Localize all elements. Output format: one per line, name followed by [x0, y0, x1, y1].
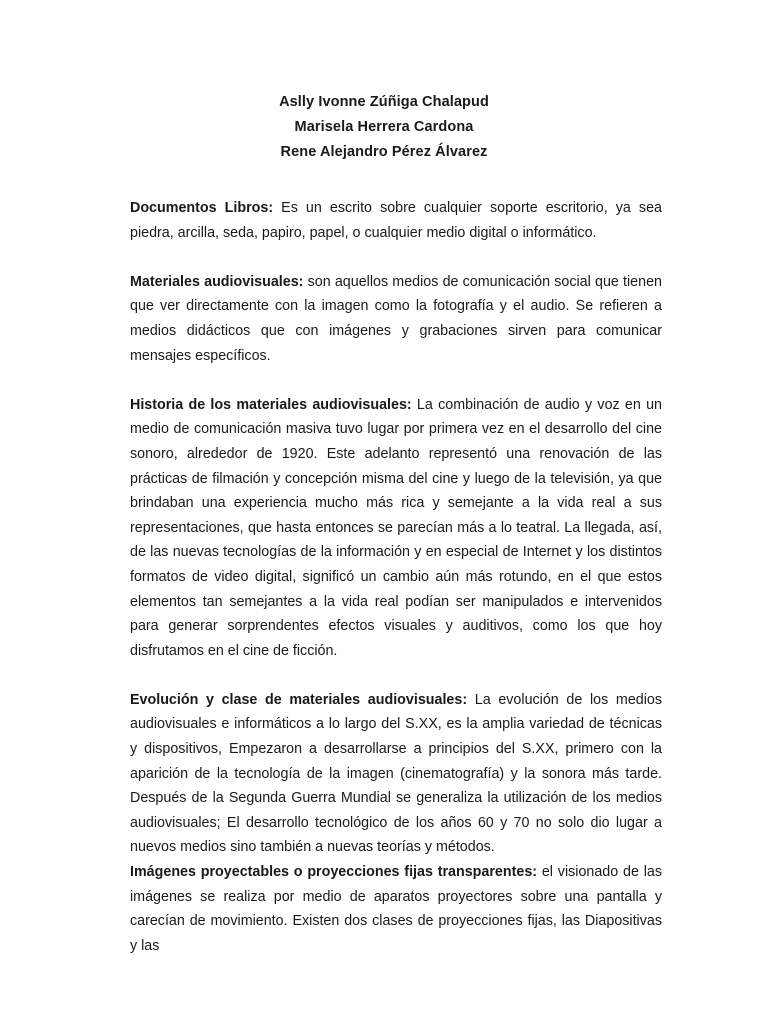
paragraph-evolucion — [130, 688, 662, 860]
paragraph-documentos-libros — [130, 196, 662, 245]
author-name: Rene Alejandro Pérez Álvarez — [280, 144, 488, 160]
paragraph-term: Documentos Libros: — [130, 200, 274, 216]
paragraph-term: Imágenes proyectables o proyecciones fijas transparentes: — [130, 864, 538, 881]
author-name: Aslly Ivonne Zúñiga Chalapud — [279, 94, 489, 110]
paragraph-materiales-audiovisuales — [130, 270, 662, 368]
paragraph-text: son aquellos medios de comunicación social que tienen que ver directamente con la imagen como la fotografía y el audio. Se refieren a medios didácticos que con imágenes y grabaciones sirven para comunicar mensajes específicos. — [130, 273, 662, 364]
paragraph-historia — [130, 393, 662, 664]
paragraph-term: Evolución y clase de materiales audiovisuales: — [130, 691, 468, 708]
document-body — [130, 196, 662, 958]
author-name: Marisela Herrera Cardona — [294, 119, 474, 135]
author-list — [0, 90, 768, 165]
paragraph-text: La evolución de los medios audiovisuales e informáticos a lo largo del S.XX, es la amplia variedad de técnicas y dispositivos, Empezaron a desarrollarse a principios del S.XX, primero con la aparición de la tecnología de la imagen (cinematografía) y la sonora más tarde. Después de la Segunda Guerra Mundial se generaliza la utilización de los medios audiovisuales; El desarrollo tecnológico de los años 60 y 70 no solo dio lugar a nuevos medios sino también a nuevas teorías y métodos. — [130, 691, 662, 856]
paragraph-text: el visionado de las imágenes se realiza por medio de aparatos proyectores sobre una pantalla y carecían de movimiento. Existen dos clases de proyecciones fijas, las Diapositivas y las — [130, 864, 662, 954]
paragraph-imagenes-proyectables — [130, 860, 662, 958]
paragraph-text: Es un escrito sobre cualquier soporte escritorio, ya sea piedra, arcilla, seda, papiro, papel, o cualquier medio digital o informático. — [130, 200, 662, 241]
paragraph-term: Historia de los materiales audiovisuales: — [130, 396, 412, 413]
paragraph-term: Materiales audiovisuales: — [130, 273, 304, 290]
paragraph-text: La combinación de audio y voz en un medio de comunicación masiva tuvo lugar por primera vez en el desarrollo del cine sonoro, alrededor de 1920. Este adelanto representó una renovación de las prácticas de filmación y concepción misma del cine y luego de la televisión, ya que brindaban una experiencia mucho más rica y semejante a la vida real a sus representaciones, que hasta entonces se parecían más a lo teatral. La llegada, así, de las nuevas tecnologías de la información y en especial de Internet y los distintos formatos de video digital, significó un cambio aún más rotundo, en el que estos elementos tan semejantes a la vida real podían ser manipulados e intervenidos para generar sorprendentes efectos visuales y auditivos, como los que hoy disfrutamos en el cine de ficción. — [130, 396, 662, 659]
